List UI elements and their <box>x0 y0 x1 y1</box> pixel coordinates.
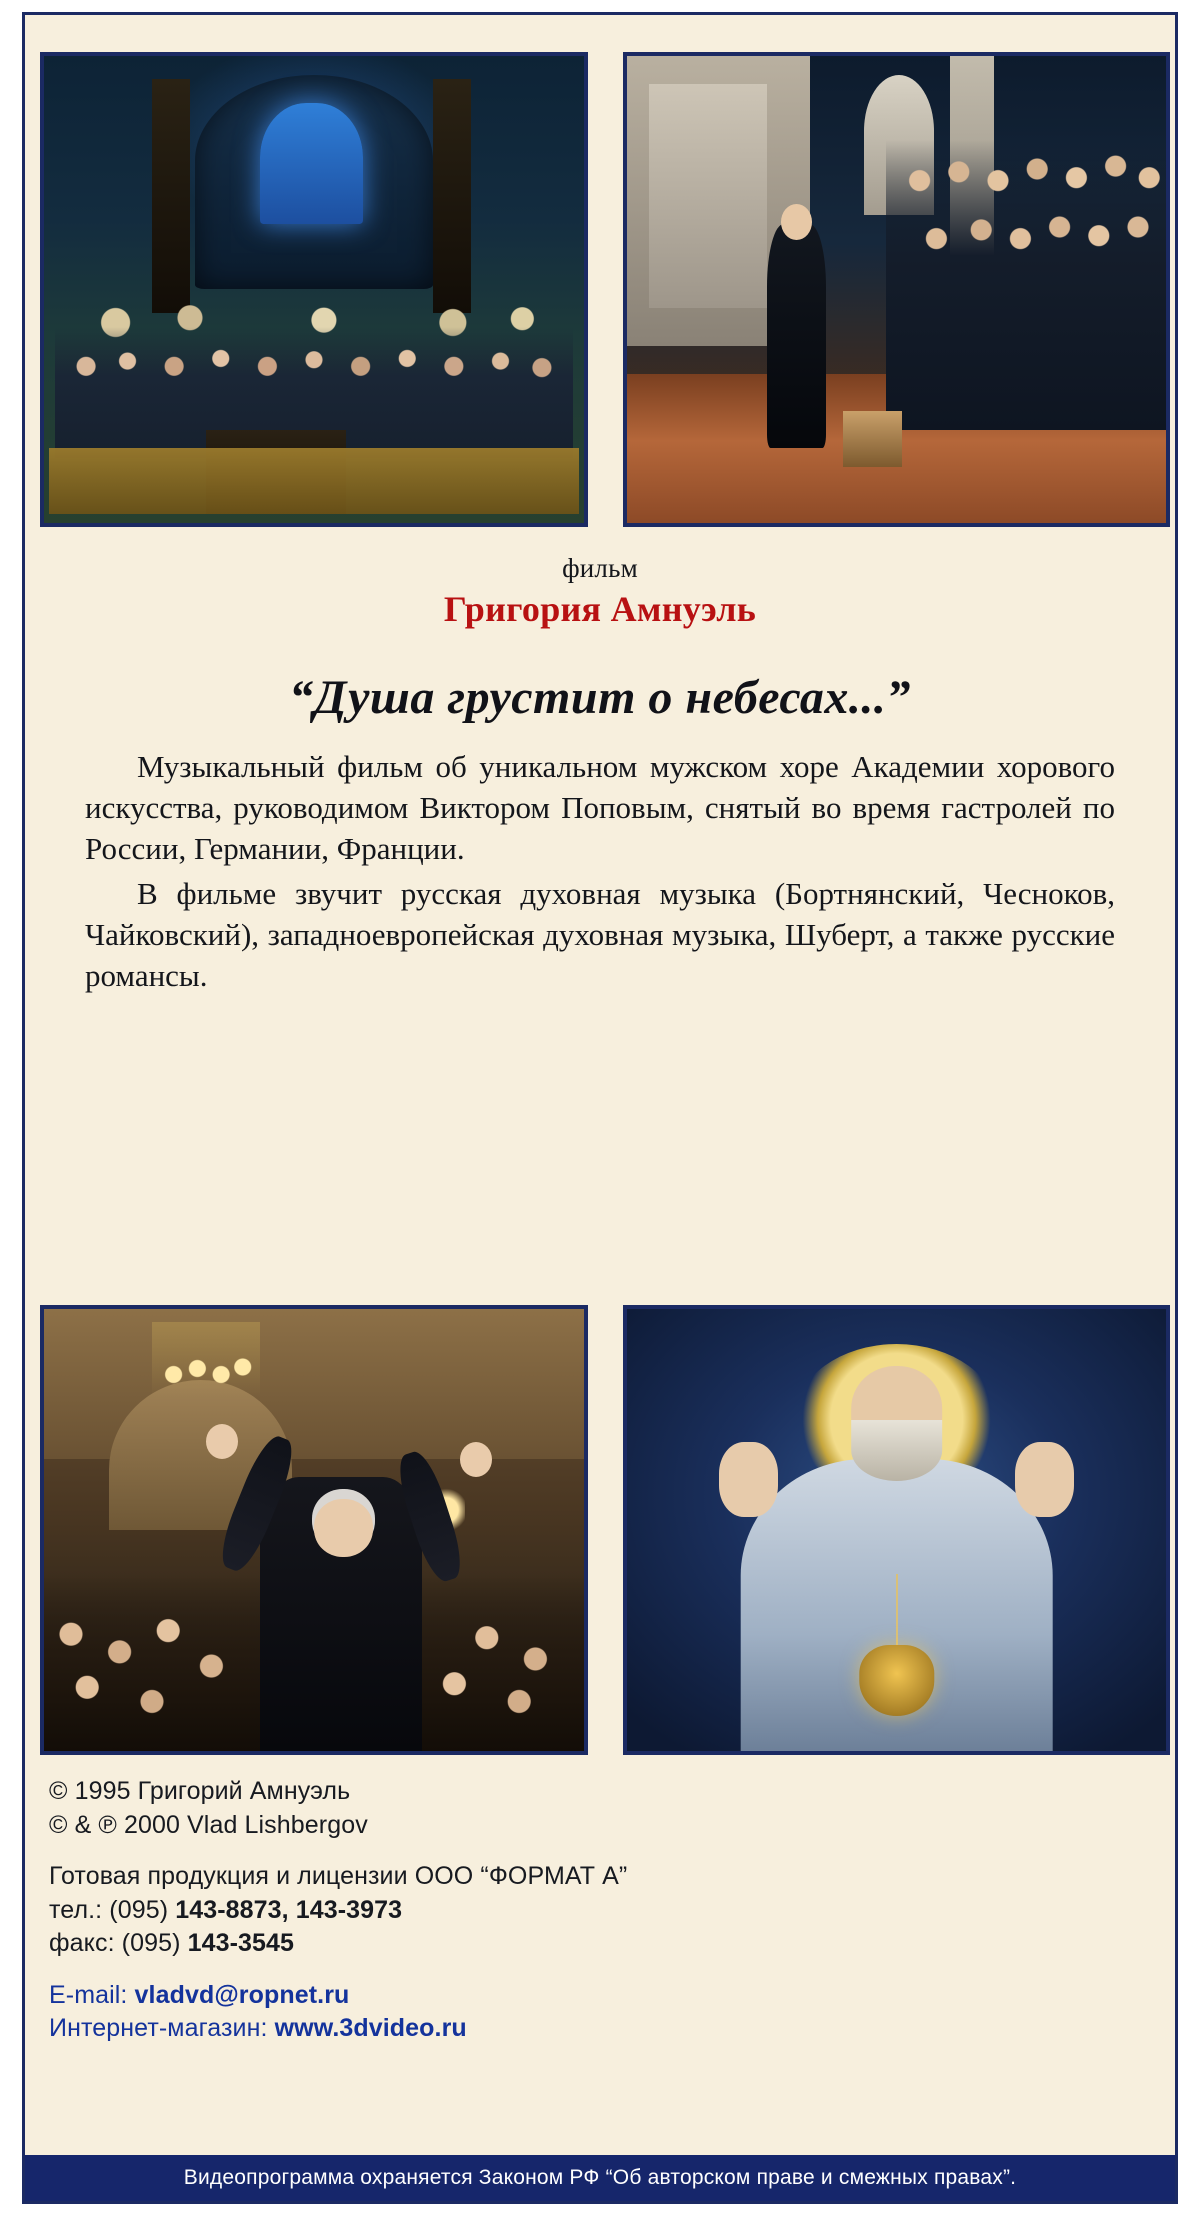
copyright-line-2: © & ℗ 2000 Vlad Lishbergov <box>49 1810 368 1839</box>
credits-block <box>49 1775 1149 2046</box>
church-column-left <box>152 79 190 313</box>
church-column-right <box>433 79 471 313</box>
credits-spacer-1 <box>49 1842 1149 1860</box>
saint-hand-right <box>1015 1442 1074 1517</box>
fax-label: факс: (095) <box>49 1929 188 1957</box>
phone-value: 143-8873, 143-3973 <box>175 1895 403 1924</box>
director-name: Григория Амнуэль <box>443 589 757 629</box>
maestro-hand-right <box>460 1442 492 1477</box>
phone-line <box>49 1894 1149 1928</box>
photo-conductor-with-choir <box>623 52 1170 527</box>
photo-conductor-arms-raised <box>40 1305 588 1755</box>
credits-spacer-2 <box>49 1961 1149 1979</box>
hall-choir-group <box>886 140 1166 430</box>
photo-church-interior-choir <box>40 52 588 527</box>
vhs-cover <box>22 12 1178 2204</box>
director-prefix: фильм <box>562 553 638 583</box>
chandelier-icon <box>152 1322 260 1397</box>
maestro-head <box>314 1499 373 1556</box>
photo-church-interior-choir-art <box>44 56 584 523</box>
shop-label: Интернет-магазин: <box>49 2014 275 2042</box>
hall-wall-panel <box>649 84 768 308</box>
photo-conductor-with-choir-art <box>627 56 1166 523</box>
production-line <box>49 1860 1149 1894</box>
hall-wooden-stool <box>843 411 902 467</box>
hall-conductor-figure <box>767 224 826 448</box>
saint-beard <box>851 1420 943 1482</box>
fax-line <box>49 1927 1149 1961</box>
legal-notice-text: Видеопрограмма охраняется Законом РФ “Об авторском праве и смежных правах”. <box>183 2166 1017 2189</box>
production-label: Готовая продукция и лицензии ООО “ФОРМАТ А” <box>49 1862 628 1890</box>
shop-url[interactable]: www.3dvideo.ru <box>274 2014 467 2042</box>
fax-value: 143-3545 <box>187 1929 295 1957</box>
saint-hand-left <box>719 1442 778 1517</box>
legal-notice-bar <box>25 2155 1175 2201</box>
shop-line <box>49 2012 1149 2046</box>
photo-icon-saint-painting <box>623 1305 1170 1755</box>
synopsis-paragraph-2: В фильме звучит русская духовная музыка (Бортнянский, Чесноков, Чайковский), западноевропейская духовная музыка, Шуберт, а также русские романсы. <box>85 875 1115 993</box>
synopsis-paragraph-1: Музыкальный фильм об уникальном мужском хоре Академии хорового искусства, руководимом Виктором Поповым, снятый во время гастролей по России, Германии, Франции. <box>85 749 1115 866</box>
cover-background <box>25 15 1175 2201</box>
phone-label: тел.: (095) <box>49 1895 176 1924</box>
email-line <box>49 1979 1149 2013</box>
cover-text-block <box>85 553 1115 996</box>
church-gold-rail <box>49 448 578 513</box>
censer-chain <box>896 1574 898 1645</box>
photo-conductor-arms-raised-art <box>44 1309 584 1751</box>
email-value[interactable]: vladvd@ropnet.ru <box>134 1980 350 2009</box>
church-stained-window <box>260 103 363 224</box>
censer-lamp <box>859 1645 934 1716</box>
film-title: “Душа грустит о небесах...” <box>289 671 911 724</box>
copyright-line-1: © 1995 Григорий Амнуэль <box>49 1777 351 1805</box>
photo-icon-saint-painting-art <box>627 1309 1166 1751</box>
email-label: E-mail: <box>49 1980 135 2009</box>
